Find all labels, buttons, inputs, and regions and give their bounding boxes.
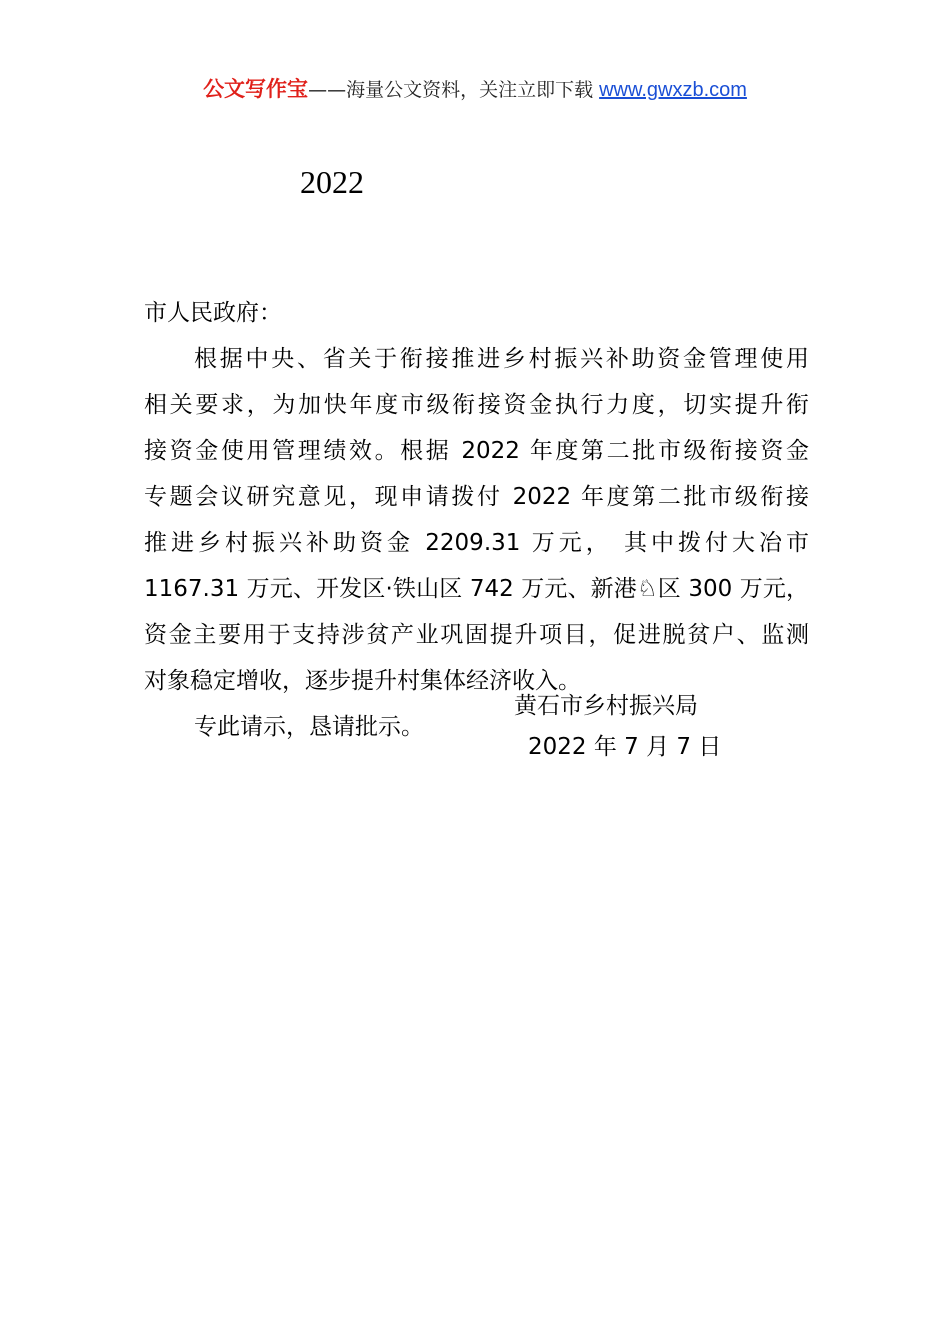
header-tagline: ——海量公文资料，关注立即下载 [308, 79, 600, 101]
closing-remark: 专此请示，恳请批示。 [194, 714, 424, 740]
signature-date: 2022 年 7 月 7 日 [528, 734, 722, 760]
document-body [144, 290, 809, 750]
document-title-year: 2022 [300, 164, 364, 200]
body-line: 根据中央、省关于衔接推进乡村振兴补助资金管理使用 [194, 346, 809, 372]
body-line: 1167.31 万元、开发区·铁山区 742 万元、新港♘区 300 万元， [144, 576, 809, 602]
brand-name: 公文写作宝 [203, 77, 309, 101]
body-line: 资金主要用于支持涉贫产业巩固提升项目，促进脱贫户、监测 [144, 622, 809, 648]
body-line: 相关要求，为加快年度市级衔接资金执行力度，切实提升衔 [144, 392, 809, 418]
body-line: 接资金使用管理绩效。根据 2022 年度第二批市级衔接资金 [144, 438, 809, 464]
body-line: 推进乡村振兴补助资金 2209.31 万元， 其中拨付大冶市 [144, 530, 809, 556]
body-line: 对象稳定增收，逐步提升村集体经济收入。 [144, 668, 581, 694]
website-link[interactable]: www.gwxzb.com [599, 79, 747, 101]
body-line: 专题会议研究意见，现申请拨付 2022 年度第二批市级衔接 [144, 484, 809, 510]
header-banner [0, 74, 950, 105]
salutation: 市人民政府： [144, 300, 282, 326]
signature-organization: 黄石市乡村振兴局 [514, 693, 698, 719]
